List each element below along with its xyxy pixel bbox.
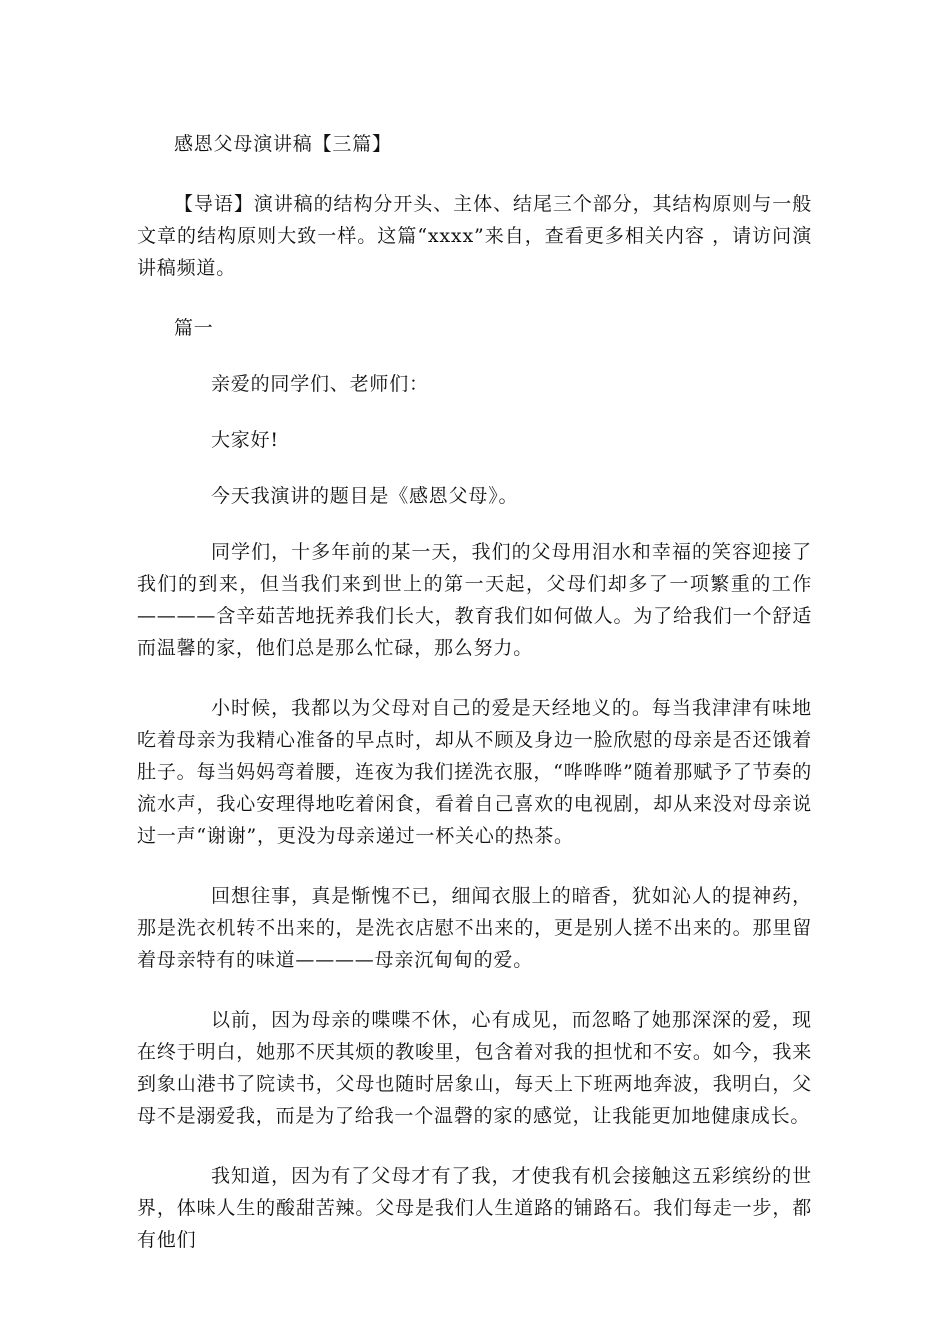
- salutation: 亲爱的同学们、老师们：: [211, 373, 429, 395]
- intro-paragraph: 【导语】演讲稿的结构分开头、主体、结尾三个部分，其结构原则与一般文章的结构原则大致一样。这篇“xxxx”来自，查看更多相关内容 ，请访问演讲稿频道。: [137, 193, 812, 279]
- body-paragraph: 以前，因为母亲的喋喋不休，心有成见，而忽略了她那深深的爱，现在终于明白，她那不厌其烦的教唆里，包含着对我的担忧和不安。如今，我来到象山港书了院读书，父母也随时居象山，每天上下班两地奔波，我明白，父母不是溺爱我，而是为了给我一个温磬的家的感觉，让我能更加地健康成长。: [137, 1009, 812, 1127]
- speech-topic: 今天我演讲的题目是《感恩父母》。: [211, 485, 519, 507]
- greeting: 大家好!: [211, 429, 279, 451]
- section-heading: 篇一: [174, 317, 214, 339]
- body-paragraph: 回想往事，真是惭愧不已，细闻衣服上的暗香，犹如沁人的提神药，那是洗衣机转不出来的，是洗衣店慰不出来的，更是别人搓不出来的。那里留着母亲特有的味道————母亲沉甸甸的爱。: [137, 885, 812, 971]
- body-paragraph: 小时候，我都以为父母对自己的爱是天经地义的。每当我津津有味地吃着母亲为我精心准备的早点时，却从不顾及身边一脸欣慰的母亲是否还饿着肚子。每当妈妈弯着腰，连夜为我们搓洗衣服，“哗哗哗”随着那赋予了节奏的流水声，我心安理得地吃着闲食，看着自己喜欢的电视剧，却从来没对母亲说过一声“谢谢”，更没为母亲递过一杯关心的热茶。: [137, 697, 812, 847]
- document-title: 感恩父母演讲稿【三篇】: [174, 133, 392, 155]
- body-paragraph: 同学们，十多年前的某一天，我们的父母用泪水和幸福的笑容迎接了我们的到来，但当我们来到世上的第一天起，父母们却多了一项繁重的工作————含辛茹苦地抚养我们长大，教育我们如何做人。为了给我们一个舒适而温馨的家，他们总是那么忙碌，那么努力。: [137, 541, 812, 659]
- document-body: [137, 128, 812, 1284]
- body-paragraph: 我知道，因为有了父母才有了我，才使我有机会接触这五彩缤纷的世界，体味人生的酸甜苦辣。父母是我们人生道路的铺路石。我们每走一步，都有他们: [137, 1165, 812, 1251]
